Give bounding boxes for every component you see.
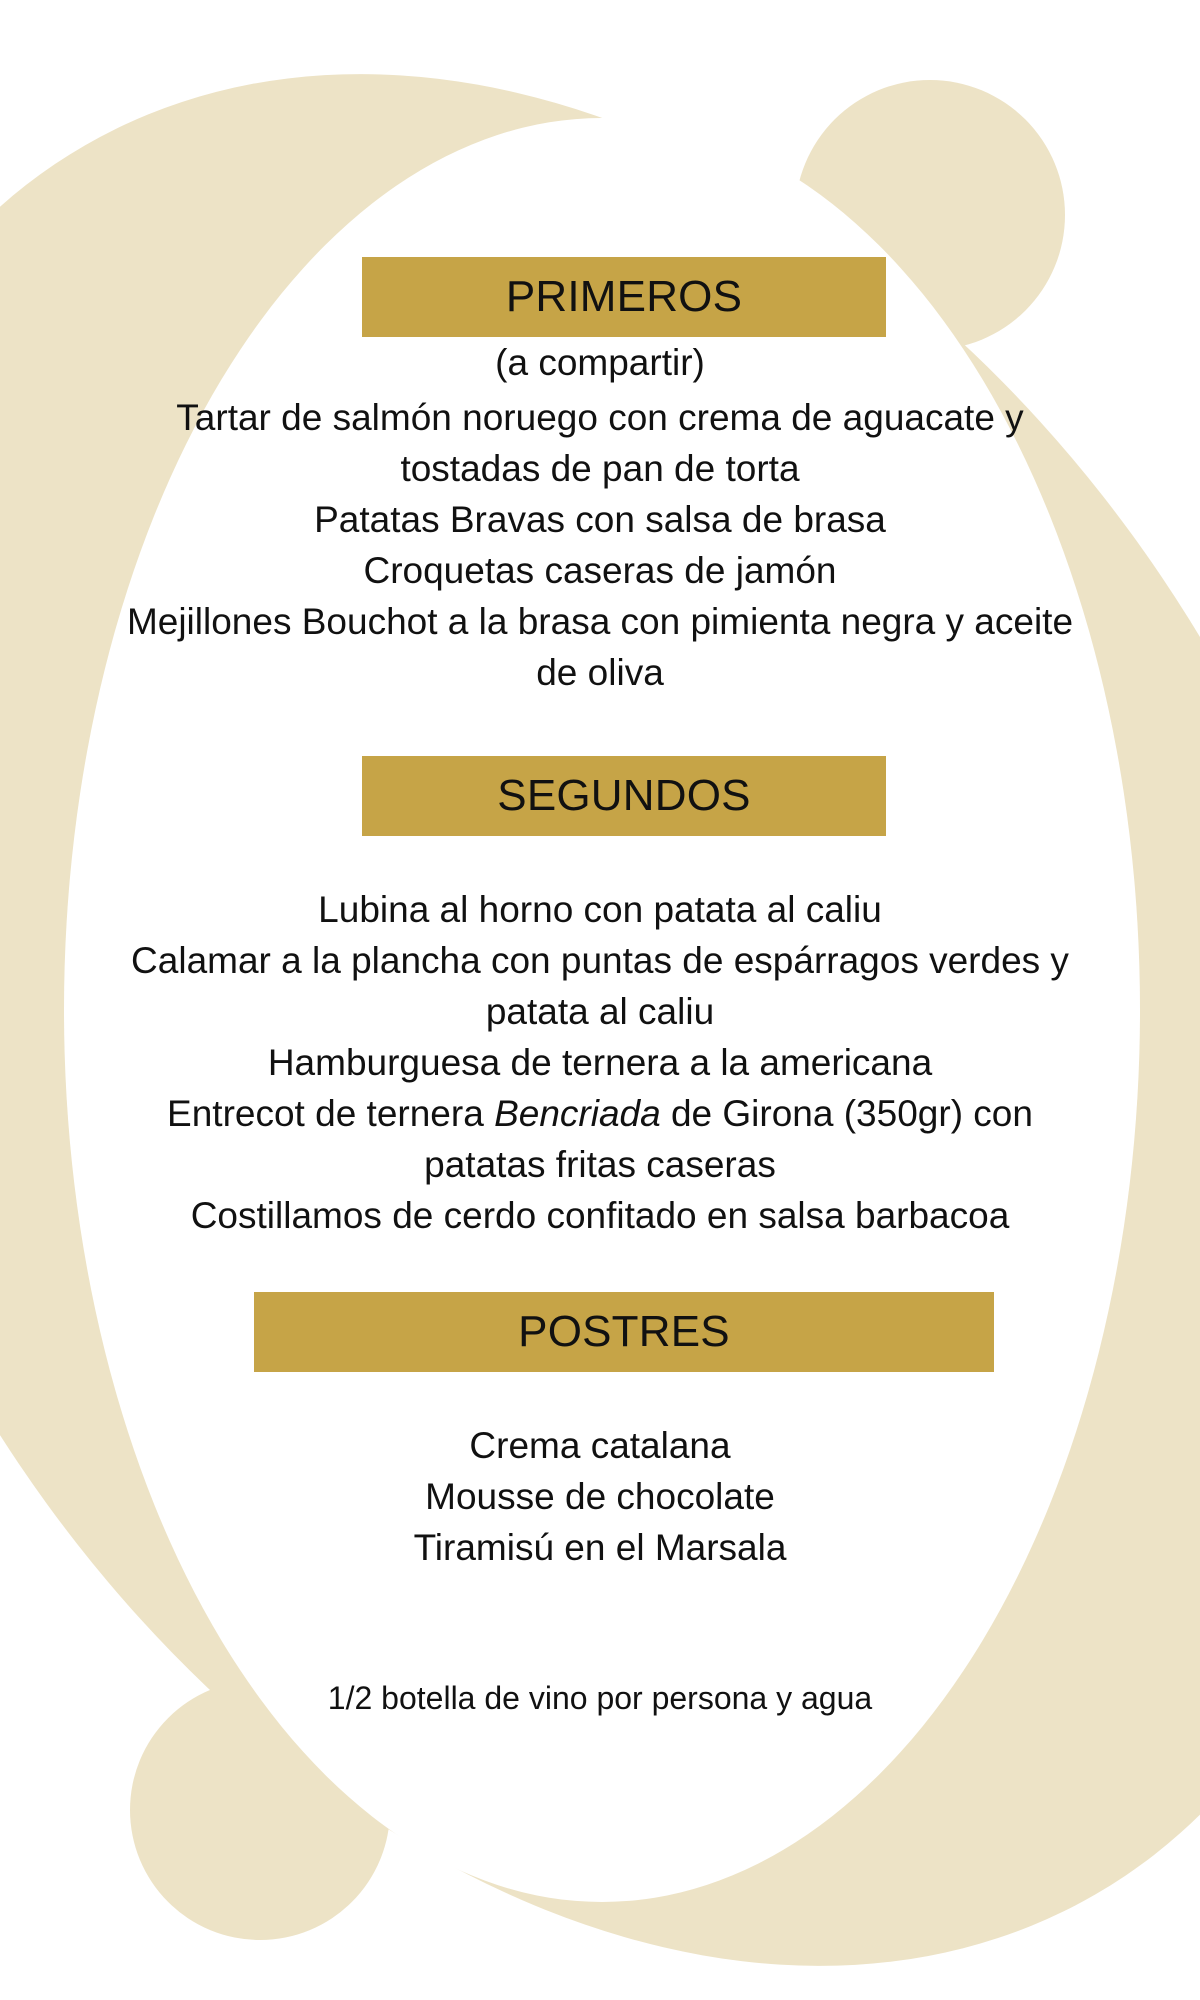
list-item: Mejillones Bouchot a la brasa con pimienta negra y aceite [126,601,1074,642]
entrecot-prefix: Entrecot de ternera [167,1093,495,1134]
list-item: tostadas de pan de torta [400,448,800,489]
list-item: Hamburguesa de ternera a la americana [267,1042,933,1083]
list-item: Costillamos de cerdo confitado en salsa barbacoa [190,1195,1010,1236]
list-item-entrecot [100,1088,1100,1139]
primeros-subtitle: (a compartir) [495,342,705,383]
list-item: Lubina al horno con patata al caliu [318,889,882,930]
entrecot-breed: Bencriada [494,1093,661,1134]
segundos-list [100,884,1100,1241]
primeros-list [100,392,1100,698]
entrecot-suffix: de Girona (350gr) con [660,1093,1033,1134]
postres-list [100,1420,1100,1573]
list-item: patata al caliu [485,991,715,1032]
list-item: Patatas Bravas con salsa de brasa [314,499,886,540]
drinks-note: 1/2 botella de vino por persona y agua [327,1680,873,1716]
list-item: Tartar de salmón noruego con crema de aguacate y [176,397,1024,438]
list-item: de oliva [536,652,664,693]
list-item: Crema catalana [469,1425,731,1466]
list-item: patatas fritas caseras [424,1144,776,1185]
list-item: Mousse de chocolate [425,1476,775,1517]
list-item: Tiramisú en el Marsala [413,1527,787,1568]
section-header-primeros: PRIMEROS [362,257,886,337]
list-item: Calamar a la plancha con puntas de espárragos verdes y [131,940,1069,981]
section-header-postres: POSTRES [254,1292,994,1372]
section-header-segundos: SEGUNDOS [362,756,886,836]
list-item: Croquetas caseras de jamón [363,550,837,591]
